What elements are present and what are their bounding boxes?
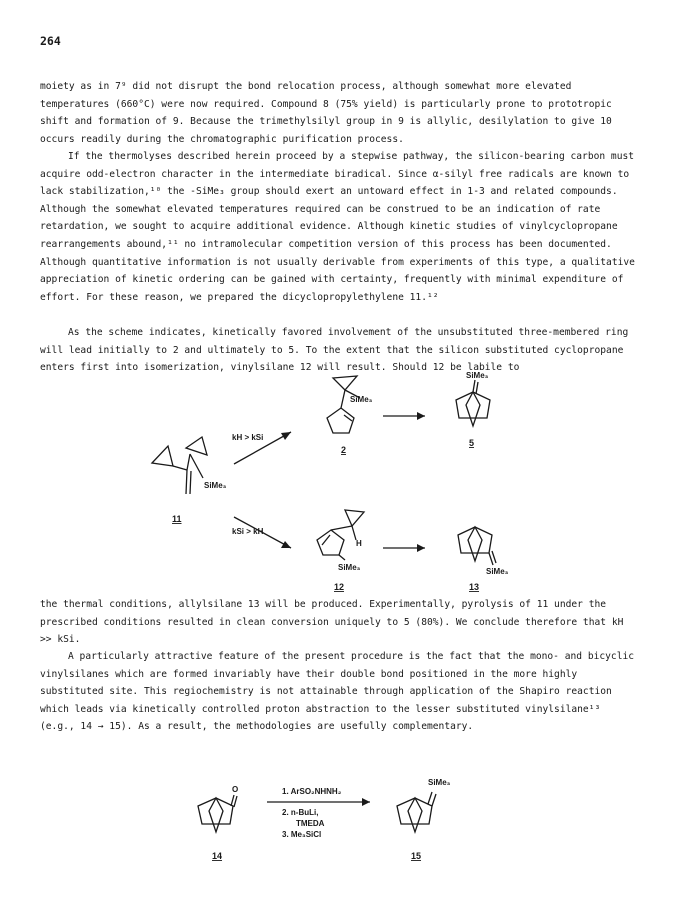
bicyclic-ring-15a <box>397 798 432 824</box>
rate-label-upper: kH > kSi <box>232 433 264 442</box>
rate-label-lower: kSi > kH <box>232 527 264 536</box>
reagent-line-1: 1. ArSO₂NHNH₂ <box>282 787 342 796</box>
compound-label-2: 2 <box>341 445 347 455</box>
page-number: 264 <box>40 34 61 48</box>
compound-label-5: 5 <box>469 438 475 448</box>
sime3-label-2: SiMe₃ <box>350 395 373 404</box>
oxygen-label-14: O <box>232 785 239 794</box>
reagent-line-2: 2. n-BuLi, <box>282 808 319 817</box>
paragraph-4: the thermal conditions, allylsilane 13 will be produced. Experimentally, pyrolysis of 11 under the prescribed conditions resulted in clean conversion uniquely to 5 (80%). We conclude therefore that kH >> kSi. <box>40 599 624 646</box>
reagent-line-3: TMEDA <box>296 819 325 828</box>
reagent-line-4: 3. Me₃SiCl <box>282 830 322 839</box>
compound-label-12: 12 <box>334 582 345 592</box>
paragraph-2: If the thermolyses described herein proceed by a stepwise pathway, the silicon-bearing carbon must acquire odd-electron character in the intermediate biradical. Since α-silyl free radicals are known to lack stabilization,¹⁰ the -SiMe₃ group should exert an untoward effect in 1-3 and related compounds. Although the somewhat elevated temperatures required can be construed to be an indication of rate retardation, we sought to acquire additional evidence. Although kinetic studies of vinylcyclopropane rearrangements abound,¹¹ no intramolecular competition version of this process has been documented. Although quantitative information is not usually derivable from experiments of this type, a qualitative appreciation of kinetic ordering can be gained with certainty, frequently with minimal expenditure of effort. For these reason, we prepared the dicyclopropylethylene 11.¹² <box>40 151 635 303</box>
sime3-label-12: SiMe₃ <box>338 563 361 572</box>
bicyclic-ring-15b <box>408 798 422 832</box>
compound-label-14: 14 <box>212 851 223 861</box>
bicyclic-ring-14a <box>198 798 233 824</box>
paragraph-3: As the scheme indicates, kinetically favored involvement of the unsubstituted three-membered ring will lead initially to 2 and ultimately to 5. To the extent that the silicon substituted cyclopropane enters first into isomerization, vinylsilane 12 will result. Should 12 be labile to <box>40 327 629 374</box>
sime3-label-5: SiMe₃ <box>466 371 489 380</box>
h-label-12: H <box>356 539 362 548</box>
compound-label-15: 15 <box>411 851 422 861</box>
bicyclic-ring-14b <box>209 798 223 832</box>
compound-label-13: 13 <box>469 582 480 592</box>
sime3-label-13: SiMe₃ <box>486 567 509 576</box>
compound-label-11: 11 <box>172 514 182 524</box>
sime3-label-11: SiMe₃ <box>204 481 227 490</box>
paragraph-1: moiety as in 7⁹ did not disrupt the bond relocation process, although somewhat more elevated temperatures (660°C) were now required. Compound 8 (75% yield) is particularly prone to prototropic shift and formation of 9. Because the trimethylsilyl group in 9 is allylic, desilylation to give 10 occurs readily during the chromatographic purification process. <box>40 81 612 145</box>
paragraph-5: A particularly attractive feature of the present procedure is the fact that the mono- and bicyclic vinylsilanes which are formed invariably have their double bond positioned in the more highly substituted site. This regiochemistry is not attainable through application of the Shapiro reaction which leads via kinetically controlled proton abstraction to the lesser substituted vinylsilane¹³ (e.g., 14 → 15). As a result, the methodologies are usefully complementary. <box>40 651 635 733</box>
sime3-label-15: SiMe₃ <box>428 778 451 787</box>
